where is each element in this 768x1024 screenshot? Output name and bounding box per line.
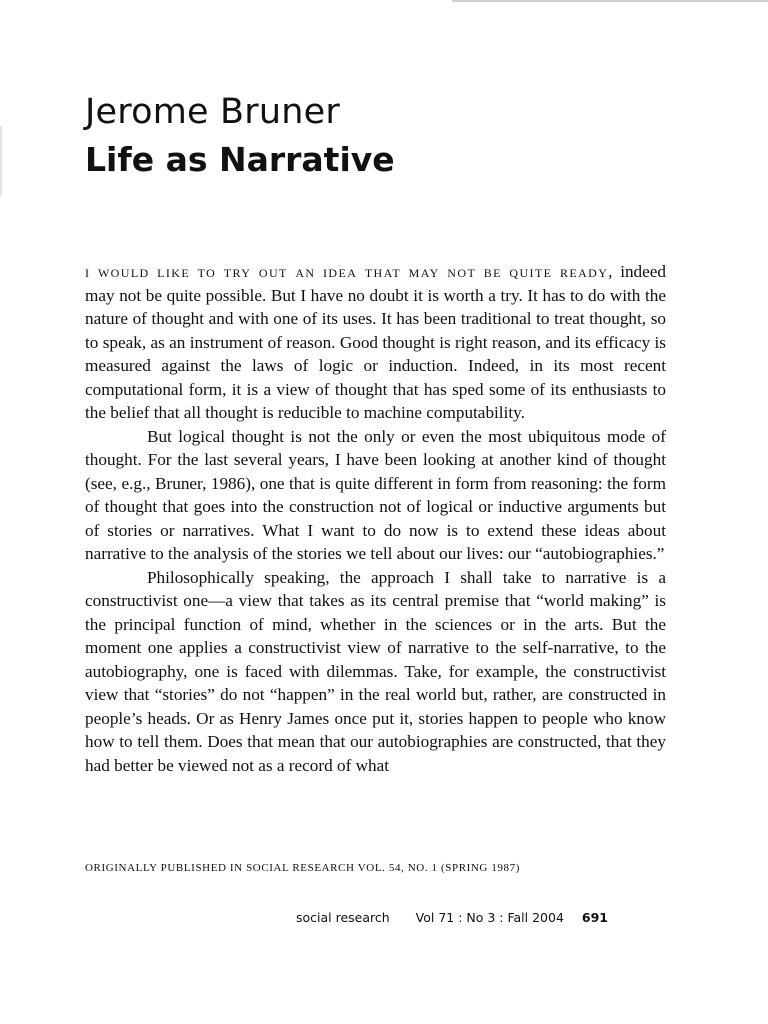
paragraph-2: But logical thought is not the only or even the most ubiquitous mode of thought. For the last several years, I have been looking at another kind of thought (see, e.g., Bruner, 1986), one that is quite different in form from reasoning: the form of thought that goes into the construction not of logical or inductive arguments but of stories or narratives. What I want to do now is to extend these ideas about narrative to the analysis of the stories we tell about our lives: our “autobiographies.” (85, 426, 666, 563)
paragraph-1-text: indeed may not be quite possible. But I have no doubt it is worth a try. It has to do with the nature of thought and with one of its uses. It has been traditional to treat thought, so to speak, as an instrument of reason. Good thought is right reason, and its efficacy is measured against the laws of logic or induction. Indeed, in its most recent computational form, it is a view of thought that has sped some of its enthusiasts to the belief that all thought is reducible to machine computability. (85, 262, 667, 422)
page-number: 691 (581, 910, 608, 925)
scan-edge-mark (0, 126, 2, 196)
lead-in-smallcaps: i would like to try out an idea that may not be quite ready, (85, 262, 614, 281)
paragraph-1 (85, 260, 666, 425)
top-edge-rule (452, 0, 768, 2)
issue-info: Vol 71 : No 3 : Fall 2004 (415, 910, 564, 925)
author-name: Jerome Bruner (85, 92, 340, 132)
journal-name: social research (295, 910, 390, 925)
article-title: Life as Narrative (85, 140, 395, 179)
page-footer (296, 910, 608, 925)
original-publication-note: ORIGINALLY PUBLISHED IN SOCIAL RESEARCH VOL. 54, NO. 1 (SPRING 1987) (85, 862, 520, 874)
paragraph-3: Philosophically speaking, the approach I shall take to narrative is a constructivist one—a view that takes as its central premise that “world making” is the principal function of mind, whether in the sciences or in the arts. But the moment one applies a constructivist view of narrative to the self-narrative, to the autobiography, one is faced with dilemmas. Take, for example, the constructivist view that “stories” do not “happen” in the real world but, rather, are constructed in people’s heads. Or as Henry James once put it, stories happen to people who know how to tell them. Does that mean that our autobiographies are constructed, that they had better be viewed not as a record of what (85, 567, 666, 775)
article-body (85, 260, 666, 777)
